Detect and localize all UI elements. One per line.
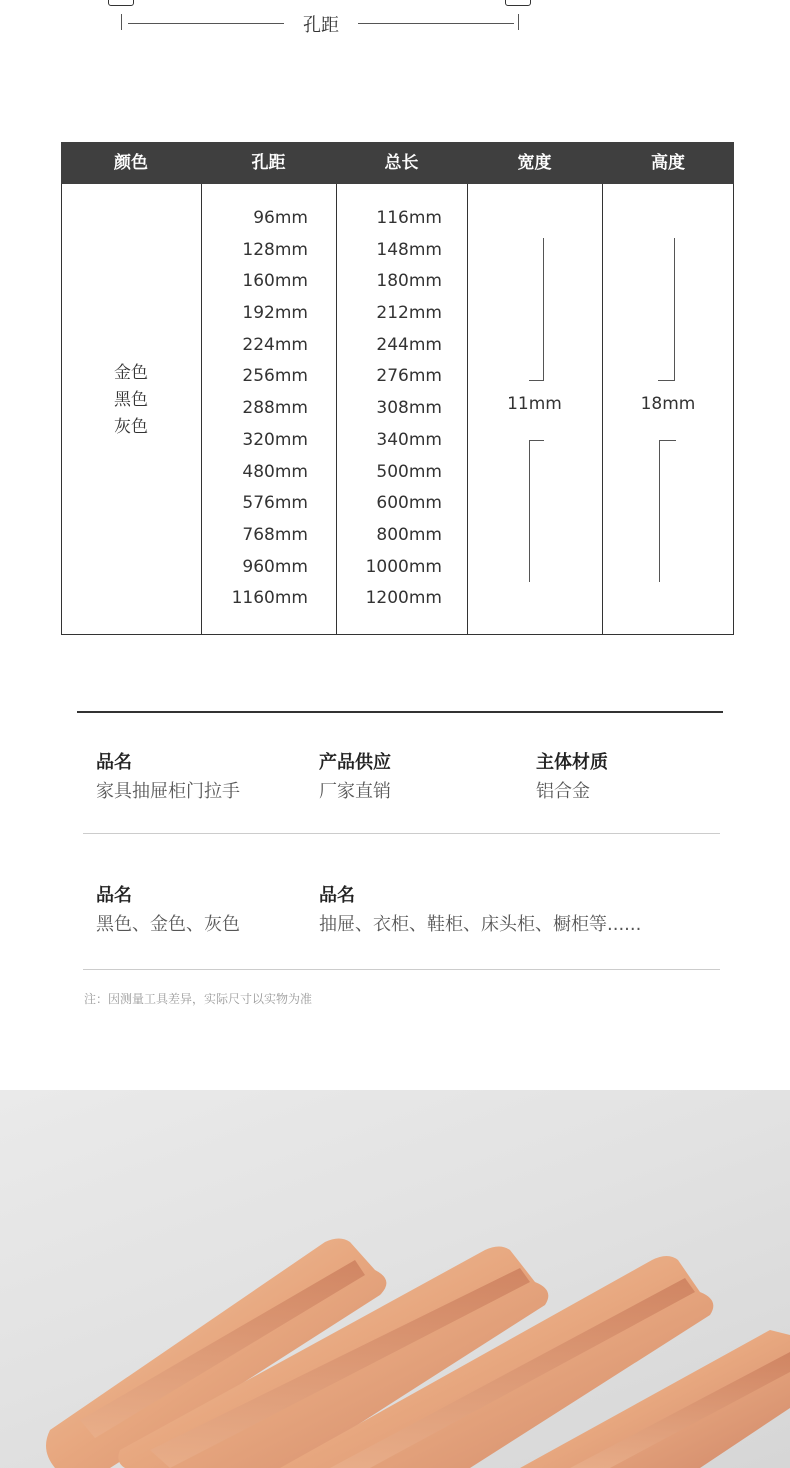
hole-spacing-value: 288mm (242, 398, 308, 419)
hole-spacing-value: 224mm (242, 334, 308, 355)
dimension-label: 孔距 (303, 15, 339, 36)
total-length-value: 308mm (376, 398, 442, 419)
color-black: 黑色 (114, 390, 148, 410)
info-bottom-divider (83, 969, 720, 970)
column-divider (201, 184, 202, 635)
total-length-value: 800mm (376, 524, 442, 545)
total-length-value: 180mm (376, 271, 442, 292)
color-gray: 灰色 (114, 417, 148, 437)
left-hole-marker (108, 0, 134, 6)
hole-spacing-value: 960mm (242, 556, 308, 577)
hole-spacing-value: 480mm (242, 461, 308, 482)
spec-table (61, 142, 734, 635)
total-length-value: 244mm (376, 334, 442, 355)
hole-spacing-value: 96mm (253, 208, 308, 228)
info-top-divider (77, 711, 723, 713)
header-color: 颜色 (114, 153, 148, 173)
height-bracket-line (674, 238, 675, 380)
hole-spacing-value: 1160mm (231, 588, 308, 609)
hole-spacing-value: 320mm (242, 429, 308, 450)
total-length-list (357, 203, 442, 615)
dimension-line-left (128, 23, 284, 24)
hole-spacing-value: 768mm (242, 524, 308, 545)
table-header (61, 142, 734, 184)
total-length-value: 1000mm (365, 556, 442, 577)
left-dimension-tick (121, 14, 122, 30)
color-gold: 金色 (114, 363, 148, 383)
color-cell (61, 360, 201, 441)
hole-spacing-value: 128mm (242, 239, 308, 260)
header-height: 高度 (651, 153, 685, 173)
total-length-value: 500mm (376, 461, 442, 482)
width-bracket-line (529, 440, 530, 582)
total-length-value: 340mm (376, 429, 442, 450)
hole-spacing-value: 256mm (242, 366, 308, 387)
total-length-value: 116mm (376, 208, 442, 228)
right-hole-marker (505, 0, 531, 6)
height-bracket-line (658, 380, 675, 381)
info-value-product-name: 家具抽屉柜门拉手 (96, 781, 240, 802)
width-bracket-line (529, 440, 544, 441)
total-length-value: 276mm (376, 366, 442, 387)
handles-illustration (0, 1090, 790, 1468)
info-label-material: 主体材质 (536, 752, 608, 773)
header-hole-spacing: 孔距 (251, 153, 286, 173)
hole-spacing-diagram (0, 0, 790, 60)
height-value: 18mm (640, 394, 696, 414)
info-label-colors: 品名 (96, 885, 132, 906)
hole-spacing-value: 192mm (242, 303, 308, 324)
total-length-value: 148mm (376, 239, 442, 260)
info-label-usage: 品名 (319, 885, 355, 906)
info-label-supply: 产品供应 (319, 752, 391, 773)
measurement-note: 注：因测量工具差异，实际尺寸以实物为准 (84, 992, 313, 1006)
info-value-colors: 黑色、金色、灰色 (96, 914, 240, 935)
height-bracket-line (659, 440, 660, 582)
info-divider (83, 833, 720, 834)
product-photo (0, 1090, 790, 1468)
info-value-usage: 抽屉、衣柜、鞋柜、床头柜、橱柜等...... (319, 914, 642, 935)
header-total-length: 总长 (384, 153, 419, 173)
info-label-product-name: 品名 (96, 752, 132, 773)
hole-spacing-value: 160mm (242, 271, 308, 292)
width-bracket-line (529, 380, 544, 381)
column-divider (336, 184, 337, 635)
hole-spacing-list (221, 203, 308, 615)
info-value-supply: 厂家直销 (319, 781, 391, 802)
info-value-material: 铝合金 (536, 781, 590, 802)
total-length-value: 600mm (376, 493, 442, 514)
header-width: 宽度 (517, 153, 552, 173)
dimension-line-right (358, 23, 514, 24)
width-bracket-line (543, 238, 544, 380)
total-length-value: 212mm (376, 303, 442, 324)
height-bracket-line (659, 440, 676, 441)
total-length-value: 1200mm (365, 588, 442, 609)
hole-spacing-value: 576mm (242, 493, 308, 514)
width-value: 11mm (507, 394, 562, 414)
right-dimension-tick (518, 14, 519, 30)
